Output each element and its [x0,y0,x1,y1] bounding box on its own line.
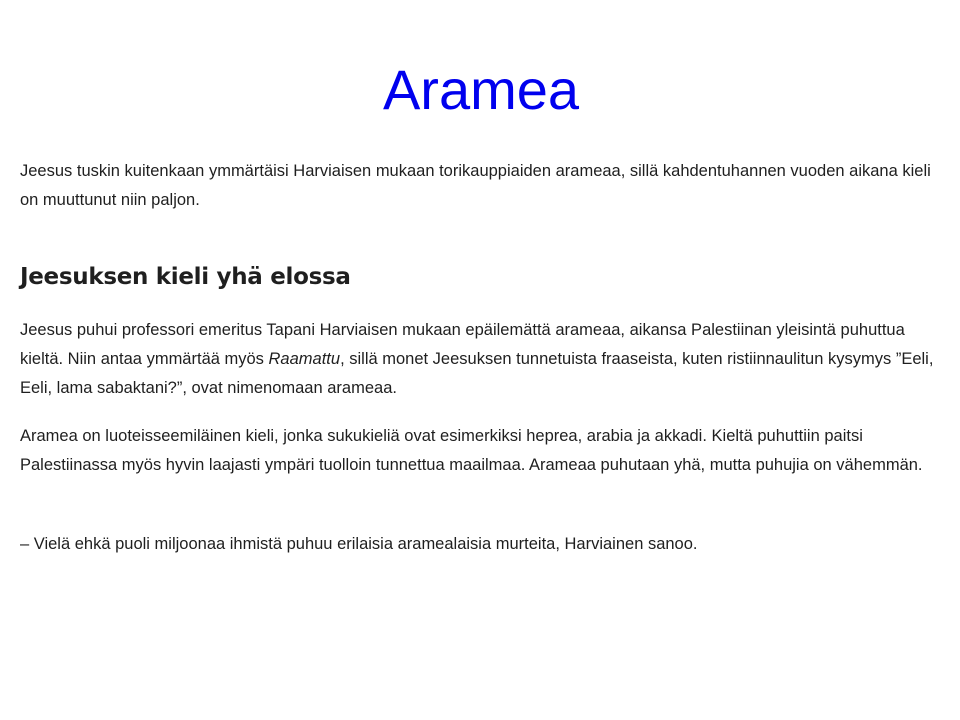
page-title: Aramea [382,58,580,121]
paragraph-2-text-end: , sillä monet Jeesuksen tunnetuista fraaseista, kuten ristiinnaulitun kysymys ”Eeli, Eeli, lama sabaktani?”, ovat nimenomaan arameaa. [20,350,934,397]
quote-paragraph: – Vielä ehkä puoli miljoonaa ihmistä puhuu erilaisia aramealaisia murteita, Harviainen sanoo. [20,535,698,553]
book-title-raamattu: Raamattu [268,350,341,368]
body-paragraph-2 [20,316,942,403]
intro-paragraph: Jeesus tuskin kuitenkaan ymmärtäisi Harviaisen mukaan torikauppiaiden arameaa, sillä kahdentuhannen vuoden aikana kieli on muuttunut niin paljon. [20,162,931,209]
body-paragraph-3: Aramea on luoteisseemiläinen kieli, jonka sukukieliä ovat esimerkiksi heprea, arabia ja akkadi. Kieltä puhuttiin paitsi Palestiinassa myös hyvin laajasti ympäri tuolloin tunnettua maailmaa. Arameaa puhutaan yhä, mutta puhujia on vähemmän. [20,427,923,474]
paragraph-2-text-start: Jeesus puhui professori emeritus Tapani Harviaisen mukaan epäilemättä arameaa, aikansa Palestiinan yleisintä puhuttua kieltä. Niin antaa ymmärtää myös [20,321,905,368]
section-heading: Jeesuksen kieli yhä elossa [20,264,351,290]
